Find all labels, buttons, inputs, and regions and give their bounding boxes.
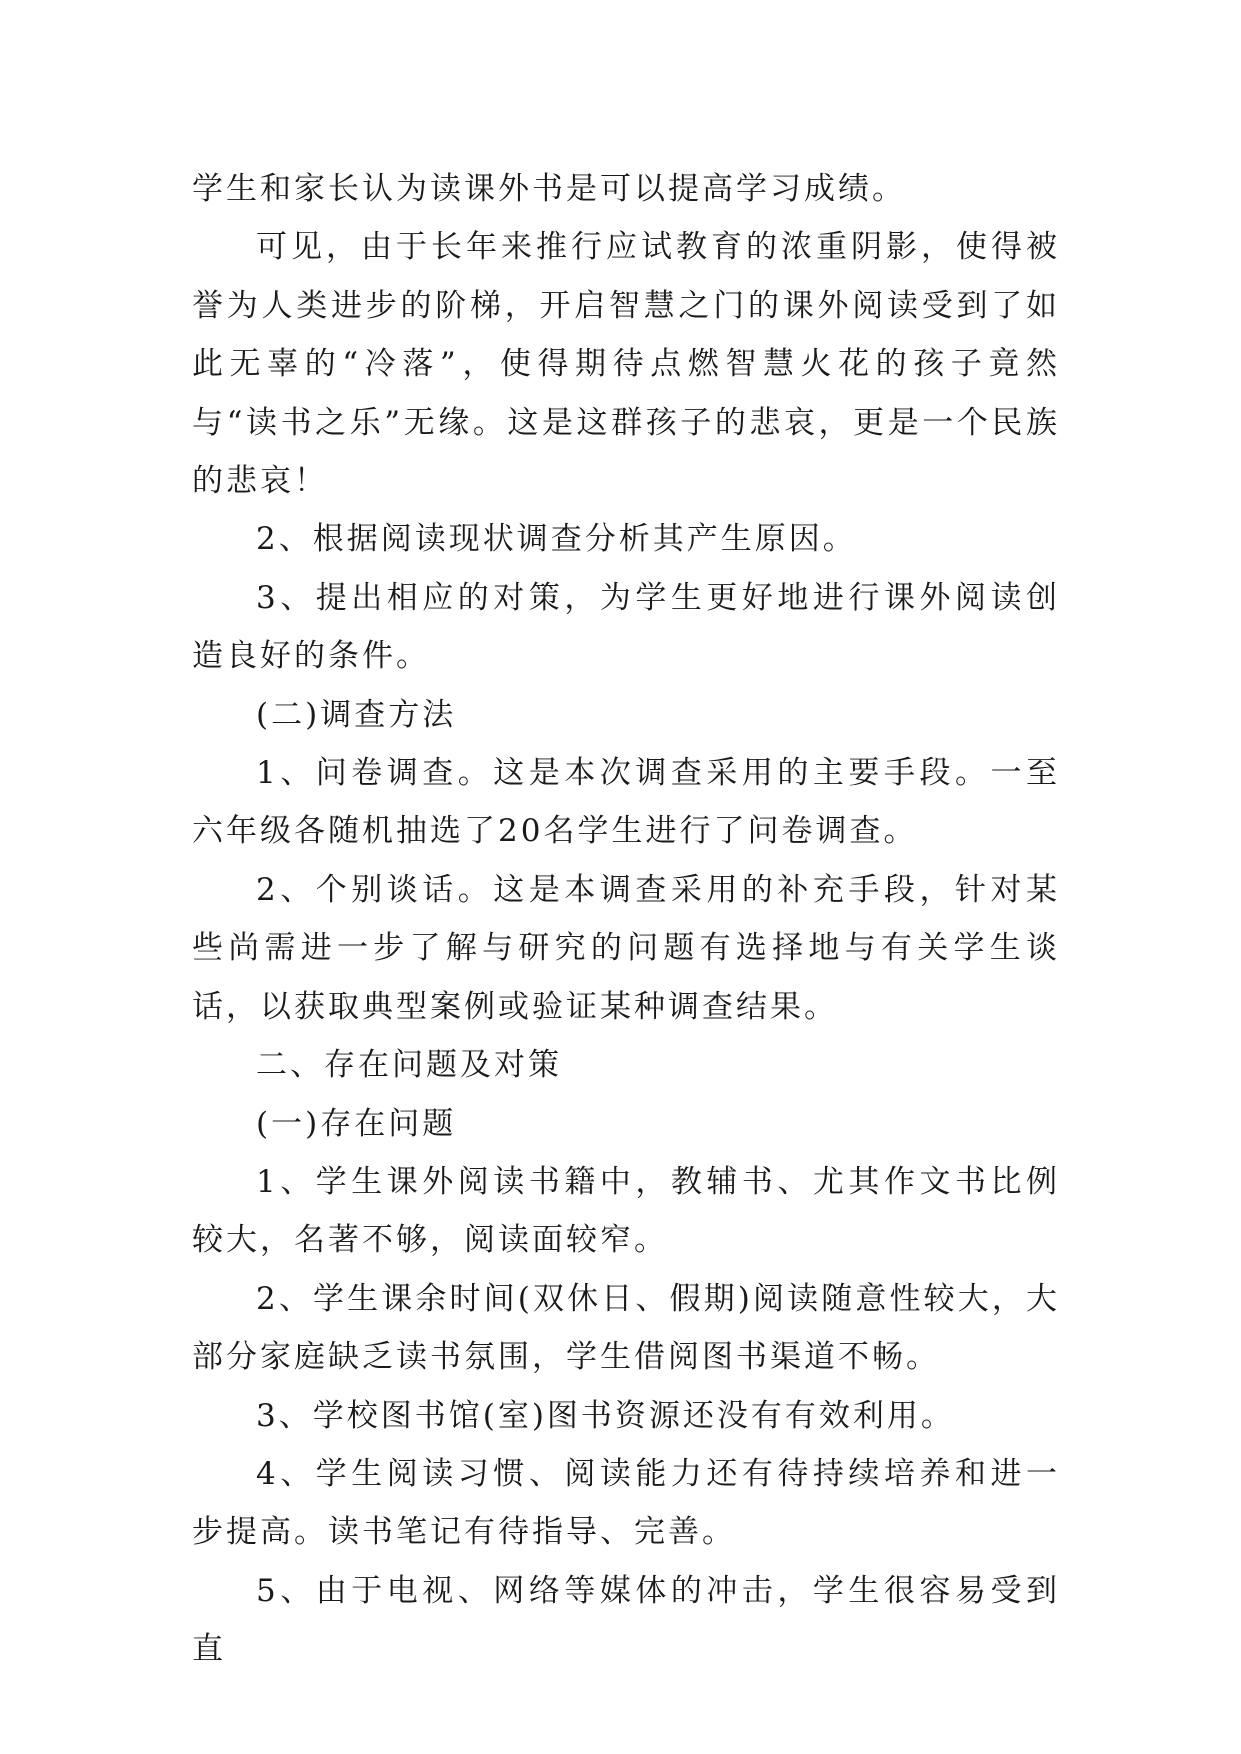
paragraph: 4、学生阅读习惯、阅读能力还有待持续培养和进一步提高。读书笔记有待指导、完善。	[192, 1455, 1060, 1551]
paragraph: 可见，由于长年来推行应试教育的浓重阴影，使得被誉为人类进步的阶梯，开启智慧之门的课外阅读受到了如此无辜的“冷落”，使得期待点燃智慧火花的孩子竟然与“读书之乐”无缘。这是这群孩子的悲哀，更是一个民族的悲哀！	[192, 229, 1060, 500]
paragraph: 2、个别谈话。这是本调查采用的补充手段，针对某些尚需进一步了解与研究的问题有选择地与有关学生谈话，以获取典型案例或验证某种调查结果。	[192, 871, 1060, 1025]
paragraph: 3、提出相应的对策，为学生更好地进行课外阅读创造良好的条件。	[192, 579, 1060, 675]
paragraph: 学生和家长认为读课外书是可以提高学习成绩。	[192, 171, 906, 207]
paragraph: 2、根据阅读现状调查分析其产生原因。	[256, 521, 857, 558]
section-heading: 二、存在问题及对策	[256, 1047, 562, 1084]
paragraph: 2、学生课余时间(双休日、假期)阅读随意性较大，大部分家庭缺乏读书氛围，学生借阅图书渠道不畅。	[192, 1280, 1060, 1376]
paragraph: 3、学校图书馆(室)图书资源还没有有效利用。	[256, 1397, 955, 1434]
paragraph: 1、问卷调查。这是本次调查采用的主要手段。一至六年级各随机抽选了20名学生进行了问卷调查。	[192, 755, 1060, 850]
section-heading: (一)存在问题	[256, 1105, 457, 1142]
document-body	[192, 160, 1060, 1679]
paragraph: 1、学生课外阅读书籍中，教辅书、尤其作文书比例较大，名著不够，阅读面较窄。	[192, 1163, 1060, 1259]
section-heading: (二)调查方法	[256, 696, 457, 733]
paragraph: 5、由于电视、网络等媒体的冲击，学生很容易受到直	[192, 1572, 1060, 1668]
